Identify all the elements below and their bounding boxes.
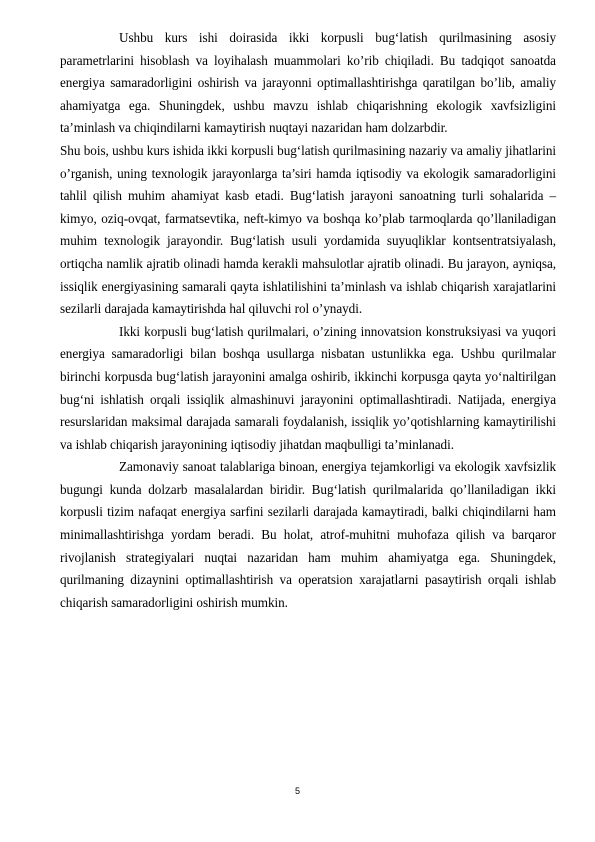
document-page xyxy=(60,27,556,614)
paragraph-intro: Ushbu kurs ishi doirasida ikki korpusli bug‘latish qurilmasining asosiy parametrlarini hisoblash va loyihalash muammolari ko’rib chiqiladi. Bu tadqiqot sanoatda energiya samaradorligini oshirish va jarayonni optimallashtirishga qaratilgan bo’lib, amaliy ahamiyatga ega. Shuningdek, ushbu mavzu ishlab chiqarishning ekologik xavfsizligini ta’minlash va chiqindilarni kamaytirish nuqtayi nazaridan ham dolzarbdir. xyxy=(60,30,556,136)
paragraph-modern-requirements: Zamonaviy sanoat talablariga binoan, energiya tejamkorligi va ekologik xavfsizlik bugungi kunda dolzarb masalalardan biridir. Bug‘latish qurilmalarida qo’llaniladigan ikki korpusli tizim nafaqat energiya sarfini sezilarli darajada kamaytiradi, balki chiqindilarni ham minimallashtirishga yordam beradi. Bu holat, atrof-muhitni muhofaza qilish va barqaror rivojlanish strategiyalari nuqtai nazaridan ham muhim ahamiyatga ega. Shuningdek, qurilmaning dizaynini optimallashtirish va operatsion xarajatlarni pasaytirish orqali ishlab chiqarish samaradorligini oshirish mumkin. xyxy=(60,459,556,610)
paragraph-two-body-evaporator: Ikki korpusli bug‘latish qurilmalari, o’zining innovatsion konstruksiyasi va yuqori energiya samaradorligi bilan boshqa usullarga nisbatan ustunlikka ega. Ushbu qurilmalar birinchi korpusda bug‘latish jarayonini amalga oshirib, ikkinchi korpusga qayta yo‘naltirilgan bug‘ni ishlatish orqali issiqlik almashinuvi jarayonini optimallashtiradi. Natijada, energiya resurslaridan maksimal darajada samarali foydalanish, issiqlik yo’qotishlarning kamaytirilishi va ishlab chiqarish jarayonining iqtisodiy jihatdan maqbulligi ta’minlanadi. xyxy=(60,323,556,452)
paragraph-relevance: Shu bois, ushbu kurs ishida ikki korpusli bug‘latish qurilmasining nazariy va amaliy jihatlarini o’rganish, uning texnologik jarayonlarga ta’siri hamda iqtisodiy va ekologik samaradorligini tahlil qilish muhim ahamiyat kasb etadi. Bug‘latish jarayoni sanoatning turli sohalarida – kimyo, oziq-ovqat, farmatsevtika, neft-kimyo va boshqa ko’plab tarmoqlarda qo’llaniladigan muhim texnologik jarayondir. Bug‘latish usuli yordamida suyuqliklar kontsentratsiyalash, ortiqcha namlik ajratib olinadi hamda kerakli mahsulotlar ajratib olinadi. Bu jarayon, ayniqsa, issiqlik energiyasining samarali qayta ishlatilishini ta’minlash va ishlab chiqarish xarajatlarini sezilarli darajada kamaytirishda hal qiluvchi rol o’ynaydi. xyxy=(60,142,556,317)
page-number: 5 xyxy=(294,786,300,796)
